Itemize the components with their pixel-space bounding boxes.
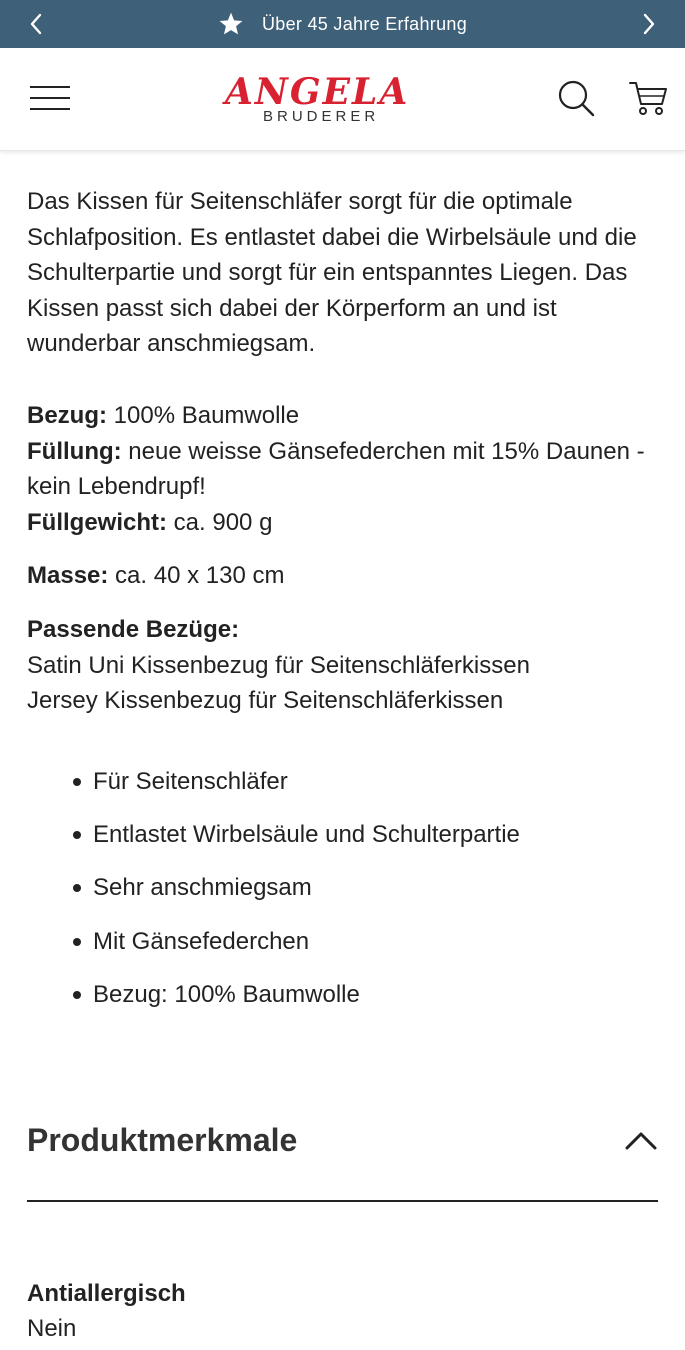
product-features-accordion[interactable] xyxy=(27,1110,658,1202)
feature-bullet-list xyxy=(27,755,657,1021)
spec-dimensions xyxy=(27,558,657,594)
spec-value: neue weisse Gänsefederchen mit 15% Daunen - kein Lebendrupf! xyxy=(27,437,645,501)
search-button[interactable] xyxy=(555,78,597,120)
spec-label: Füllgewicht: xyxy=(27,508,167,536)
list-item: Bezug: 100% Baumwolle xyxy=(93,968,657,1021)
chevron-up-icon xyxy=(624,1124,658,1158)
promo-bar xyxy=(0,0,685,48)
chevron-left-icon xyxy=(28,12,44,36)
spec-label: Masse: xyxy=(27,562,109,590)
feature-entry xyxy=(27,1276,657,1346)
spec-label: Bezug: xyxy=(27,401,107,429)
list-item: Mit Gänsefederchen xyxy=(93,915,657,968)
product-description xyxy=(27,184,657,1021)
spec-fill-weight xyxy=(27,505,657,541)
matching-cover-link[interactable]: Satin Uni Kissenbezug für Seitenschläferkissen xyxy=(27,651,530,679)
chevron-right-icon xyxy=(641,12,657,36)
description-intro: Das Kissen für Seitenschläfer sorgt für die optimale Schlafposition. Es entlastet dabei die Wirbelsäule und die Schulterpartie und sorgt für ein entspanntes Liegen. Das Kissen passt sich dabei der Körperform an und ist wunderbar anschmiegsam. xyxy=(27,188,637,358)
promo-next-button[interactable] xyxy=(621,0,677,48)
logo-main-text: ANGELA xyxy=(225,71,410,113)
logo-sub-text: BRUDERER xyxy=(263,108,380,125)
spec-label: Füllung: xyxy=(27,437,122,465)
spec-filling xyxy=(27,434,657,505)
list-item: Sehr anschmiegsam xyxy=(93,861,657,914)
search-icon xyxy=(555,78,597,120)
menu-button[interactable] xyxy=(28,78,74,120)
cart-icon xyxy=(628,78,670,120)
cart-button[interactable] xyxy=(628,78,670,120)
site-header xyxy=(0,48,685,151)
spec-value: 100% Baumwolle xyxy=(107,401,300,429)
brand-logo[interactable] xyxy=(225,71,410,128)
spec-value: ca. 40 x 130 cm xyxy=(108,562,285,590)
list-item: Entlastet Wirbelsäule und Schulterpartie xyxy=(93,808,657,861)
accordion-title: Produktmerkmale xyxy=(27,1122,298,1158)
feature-value: Nein xyxy=(27,1315,77,1342)
spec-cover xyxy=(27,398,657,434)
feature-label: Antiallergisch xyxy=(27,1280,186,1307)
star-icon xyxy=(218,11,244,37)
promo-text: Über 45 Jahre Erfahrung xyxy=(261,13,467,34)
menu-icon xyxy=(28,78,74,120)
promo-message xyxy=(218,11,467,37)
spec-value: ca. 900 g xyxy=(167,508,273,536)
promo-prev-button[interactable] xyxy=(8,0,64,48)
matching-covers-label: Passende Bezüge: xyxy=(27,615,240,643)
list-item: Für Seitenschläfer xyxy=(93,755,657,808)
matching-cover-link[interactable]: Jersey Kissenbezug für Seitenschläferkissen xyxy=(27,687,504,715)
